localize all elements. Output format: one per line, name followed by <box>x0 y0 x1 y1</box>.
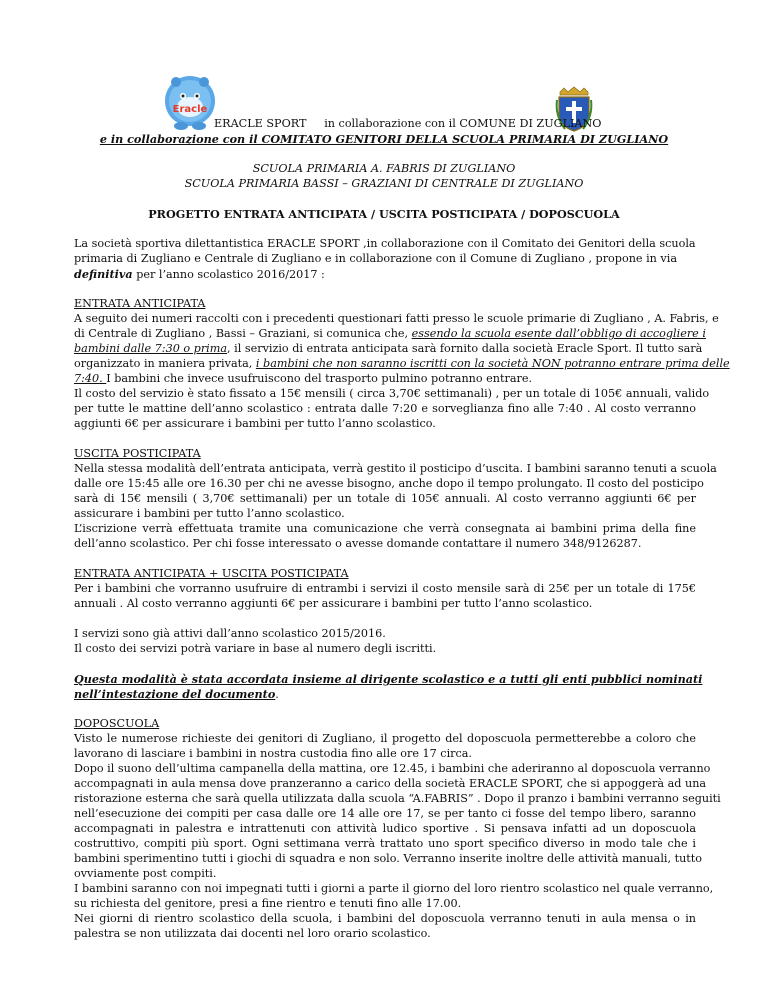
note-line-4-end: . <box>275 688 279 701</box>
entrata-heading: ENTRATA ANTICIPATA <box>74 297 206 310</box>
entrata-uscita-heading: ENTRATA ANTICIPATA + USCITA POSTICIPATA <box>74 567 349 580</box>
entrata-line-2b: essendo la scuola esente dall’obbligo di accogliere i <box>411 327 706 340</box>
doposcuola-line-4: accompagnati in aula mensa dove pranzeranno a carico della società ERACLE SPORT, che si appoggerà ad una <box>74 777 707 790</box>
doposcuola-line-10: ovviamente post compiti. <box>74 867 217 880</box>
entrata-line-6: Il costo del servizio è stato fissato a 15€ mensili ( circa 3,70€ settimanali) , per un totale di 105€ annuali, valido <box>74 387 710 400</box>
entrata-line-3 <box>74 342 703 355</box>
entrata-line-4b: i bambini che non saranno iscritti con la società NON potranno entrare prima delle <box>255 357 730 370</box>
org-collab-comitato <box>0 132 768 146</box>
note-line-2: Il costo dei servizi potrà variare in base al numero degli iscritti. <box>74 642 437 655</box>
org-name: ERACLE SPORT <box>214 117 307 130</box>
org-collab-comune: in collaborazione con il COMUNE DI ZUGLIANO <box>324 117 602 130</box>
doposcuola-heading: DOPOSCUOLA <box>74 717 160 730</box>
school-2: SCUOLA PRIMARIA BASSI – GRAZIANI DI CENTRALE DI ZUGLIANO <box>184 177 584 190</box>
entrata-line-1: A seguito dei numeri raccolti con i precedenti questionari fatti presso le scuole primarie di Zugliano , A. Fabris, e <box>74 312 719 325</box>
doposcuola-line-7: accompagnati in palestra e intrattenuti con attività ludico sportive . Si pensava infatti ad un doposcuola <box>74 822 696 835</box>
note-line-4-text: nell’intestazione del documento <box>74 687 276 701</box>
entrata-line-8: aggiunti 6€ per assicurare i bambini per tutto l’anno scolastico. <box>74 417 436 430</box>
note-line-4 <box>74 687 696 701</box>
doposcuola-line-1: Visto le numerose richieste dei genitori di Zugliano, il progetto del doposcuola permetterebbe a coloro che <box>74 732 696 745</box>
entrata-line-5 <box>74 372 696 385</box>
uscita-line-5: L’iscrizione verrà effettuata tramite una comunicazione che verrà consegnata ai bambini prima della fine <box>74 522 696 535</box>
doposcuola-line-14: palestra se non utilizzata dai docenti nel loro orario scolastico. <box>74 927 431 940</box>
doposcuola-line-12: su richiesta del genitore, presi a fine rientro e tenuti fino alle 17.00. <box>74 897 462 910</box>
doposcuola-line-3: Dopo il suono dell’ultima campanella della mattina, ore 12.45, i bambini che aderiranno al doposcuola verranno <box>74 762 711 775</box>
school-1: SCUOLA PRIMARIA A. FABRIS DI ZUGLIANO <box>252 162 516 175</box>
uscita-line-1: Nella stessa modalità dell’entrata anticipata, verrà gestito il posticipo d’uscita. I bambini saranno tenuti a scuola <box>74 462 717 475</box>
entrata-uscita-line-2: annuali . Al costo verranno aggiunti 6€ per assicurare i bambini per tutto l’anno scolastico. <box>74 597 593 610</box>
entrata-line-5b: I bambini che invece usufruiscono del trasporto pulmino potranno entrare. <box>106 372 533 385</box>
entrata-line-5a: 7:40. <box>74 372 107 385</box>
entrata-line-2 <box>74 327 706 340</box>
uscita-line-6: dell’anno scolastico. Per chi fosse interessato o avesse domande contattare il numero 348/9126287. <box>74 537 642 550</box>
doposcuola-line-6: nell’esecuzione dei compiti per casa dalle ore 14 alle ore 17, se per tanto ci fosse del tempo libero, saranno <box>74 807 696 820</box>
entrata-line-3a: bambini dalle 7:30 o prima <box>74 342 228 355</box>
uscita-heading: USCITA POSTICIPATA <box>74 447 201 460</box>
entrata-line-3b: , il servizio di entrata anticipata sarà fornito dalla società Eracle Sport. Il tutto sarà <box>227 342 703 355</box>
doposcuola-line-8: costruttivo, compiti più sport. Ogni settimana verrà trattato uno sport specifico diverso in modo tale che i <box>74 837 696 850</box>
eracle-lion-logo <box>161 74 218 131</box>
intro-line-2: primaria di Zugliano e Centrale di Zugliano e in collaborazione con il Comune di Zugliano , propone in via <box>74 252 677 265</box>
note-line-3: Questa modalità è stata accordata insieme al dirigente scolastico e a tutti gli enti pubblici nominati <box>74 672 703 686</box>
uscita-line-4: assicurare i bambini per tutto l’anno scolastico. <box>74 507 345 520</box>
doposcuola-line-11: I bambini saranno con noi impegnati tutti i giorni a parte il giorno del loro rientro scolastico nel quale verranno, <box>74 882 714 895</box>
svg-text:Eracle: Eracle <box>172 104 208 115</box>
intro-line-1: La società sportiva dilettantistica ERACLE SPORT ,in collaborazione con il Comitato dei Genitori della scuola <box>74 237 696 250</box>
project-title: PROGETTO ENTRATA ANTICIPATA / USCITA POSTICIPATA / DOPOSCUOLA <box>148 207 620 221</box>
intro-line-3 <box>74 267 696 281</box>
intro-line-3-rest: per l’anno scolastico 2016/2017 : <box>132 268 325 281</box>
uscita-line-3: sarà di 15€ mensili ( 3,70€ settimanali) per un totale di 105€ annuali. Al costo verranno aggiunti 6€ per <box>74 492 696 505</box>
doposcuola-line-13: Nei giorni di rientro scolastico della scuola, i bambini del doposcuola verranno tenuti in aula mensa o in <box>74 912 696 925</box>
uscita-line-2: dalle ore 15:45 alle ore 16.30 per chi ne avesse bisogno, anche dopo il tempo prolungato. Il costo del posticipo <box>74 477 704 490</box>
entrata-line-7: per tutte le mattine dell’anno scolastico : entrata dalle 7:20 e sorveglianza fino alle 7:40 . Al costo verranno <box>74 402 696 415</box>
org-line <box>214 117 614 130</box>
doposcuola-line-2: lavorano di lasciare i bambini in nostra custodia fino alle ore 17 circa. <box>74 747 472 760</box>
entrata-line-4 <box>74 357 730 370</box>
doposcuola-line-9: bambini sperimentino tutti i giochi di squadra e non solo. Verranno inserite inoltre delle attività manuali, tutto <box>74 852 703 865</box>
doposcuola-line-5: ristorazione esterna che sarà quella utilizzata dalla scuola “A.FABRIS” . Dopo il pranzo i bambini verranno seguiti <box>74 792 721 805</box>
note-line-1: I servizi sono già attivi dall’anno scolastico 2015/2016. <box>74 627 386 640</box>
intro-definitiva: definitiva <box>74 267 133 281</box>
entrata-line-2a: di Centrale di Zugliano , Bassi – Graziani, si comunica che, <box>74 327 412 340</box>
entrata-line-4a: organizzato in maniera privata, <box>74 357 256 370</box>
org-collab-comitato-text: e in collaborazione con il COMITATO GENITORI DELLA SCUOLA PRIMARIA DI ZUGLIANO <box>99 132 669 146</box>
entrata-uscita-line-1: Per i bambini che vorranno usufruire di entrambi i servizi il costo mensile sarà di 25€ per un totale di 175€ <box>74 582 696 595</box>
